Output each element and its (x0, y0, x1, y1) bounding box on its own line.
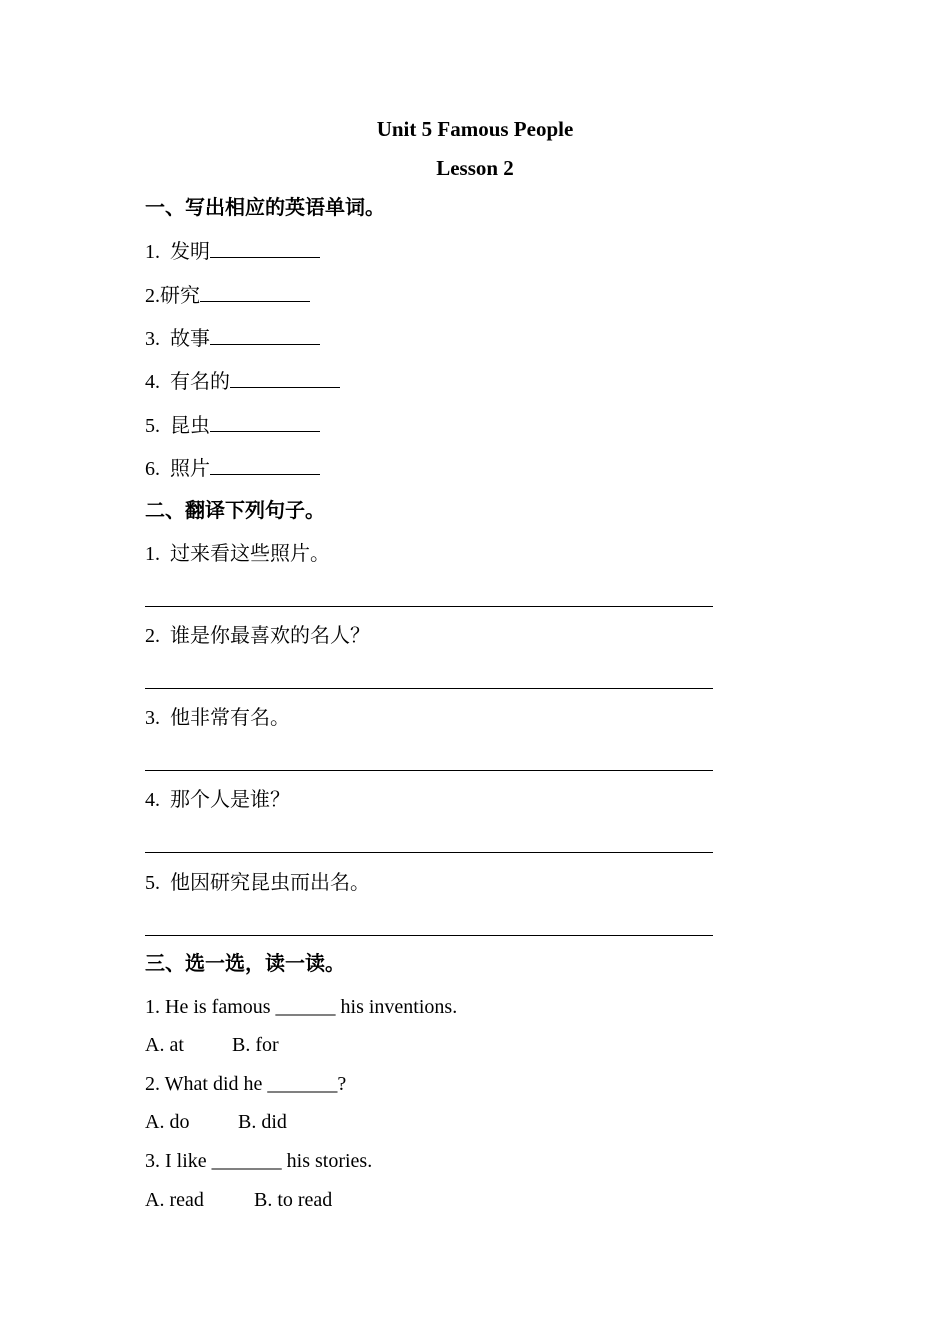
choice-question-1: 1. He is famous ______ his inventions. (145, 996, 458, 1018)
choice-options-2 (145, 1110, 287, 1134)
section-2-heading: 二、翻译下列句子。 (145, 500, 325, 522)
section-3-heading: 三、选一选，读一读。 (145, 953, 345, 975)
choice-options-1 (145, 1033, 279, 1057)
page-title: Unit 5 Famous People (376, 117, 574, 141)
vocab-item-label: 3. 故事 (145, 328, 210, 350)
answer-line[interactable] (145, 606, 713, 607)
vocab-item-1 (145, 239, 320, 264)
vocab-item-3 (145, 326, 320, 351)
page-subtitle: Lesson 2 (436, 156, 514, 180)
answer-line[interactable] (145, 688, 713, 689)
vocab-item-label: 1. 发明 (145, 241, 210, 263)
choice-question-2: 2. What did he _______? (145, 1073, 347, 1095)
translate-item-5: 5. 他因研究昆虫而出名。 (145, 872, 370, 894)
answer-blank[interactable] (210, 326, 320, 345)
option-b[interactable]: B. for (232, 1034, 279, 1056)
translate-item-3: 3. 他非常有名。 (145, 707, 290, 729)
choice-options-3 (145, 1188, 332, 1212)
answer-blank[interactable] (210, 413, 320, 432)
translate-item-2: 2. 谁是你最喜欢的名人？ (145, 625, 370, 647)
translate-item-1: 1. 过来看这些照片。 (145, 543, 330, 565)
option-a[interactable]: A. at (145, 1034, 184, 1056)
option-b[interactable]: B. did (238, 1111, 287, 1133)
answer-line[interactable] (145, 852, 713, 853)
option-a[interactable]: A. read (145, 1189, 204, 1211)
vocab-item-label: 2.研究 (145, 285, 200, 307)
answer-line[interactable] (145, 935, 713, 936)
answer-blank[interactable] (210, 456, 320, 475)
option-a[interactable]: A. do (145, 1111, 190, 1133)
section-1-heading: 一、写出相应的英语单词。 (145, 197, 385, 219)
vocab-item-4 (145, 369, 340, 394)
vocab-item-label: 6. 照片 (145, 458, 210, 480)
answer-line[interactable] (145, 770, 713, 771)
answer-blank[interactable] (230, 369, 340, 388)
vocab-item-label: 4. 有名的 (145, 371, 230, 393)
vocab-item-label: 5. 昆虫 (145, 415, 210, 437)
answer-blank[interactable] (200, 283, 310, 302)
option-b[interactable]: B. to read (254, 1189, 333, 1211)
vocab-item-5 (145, 413, 320, 438)
translate-item-4: 4. 那个人是谁？ (145, 789, 290, 811)
vocab-item-6 (145, 456, 320, 481)
answer-blank[interactable] (210, 239, 320, 258)
choice-question-3: 3. I like _______ his stories. (145, 1150, 373, 1172)
vocab-item-2 (145, 283, 310, 308)
